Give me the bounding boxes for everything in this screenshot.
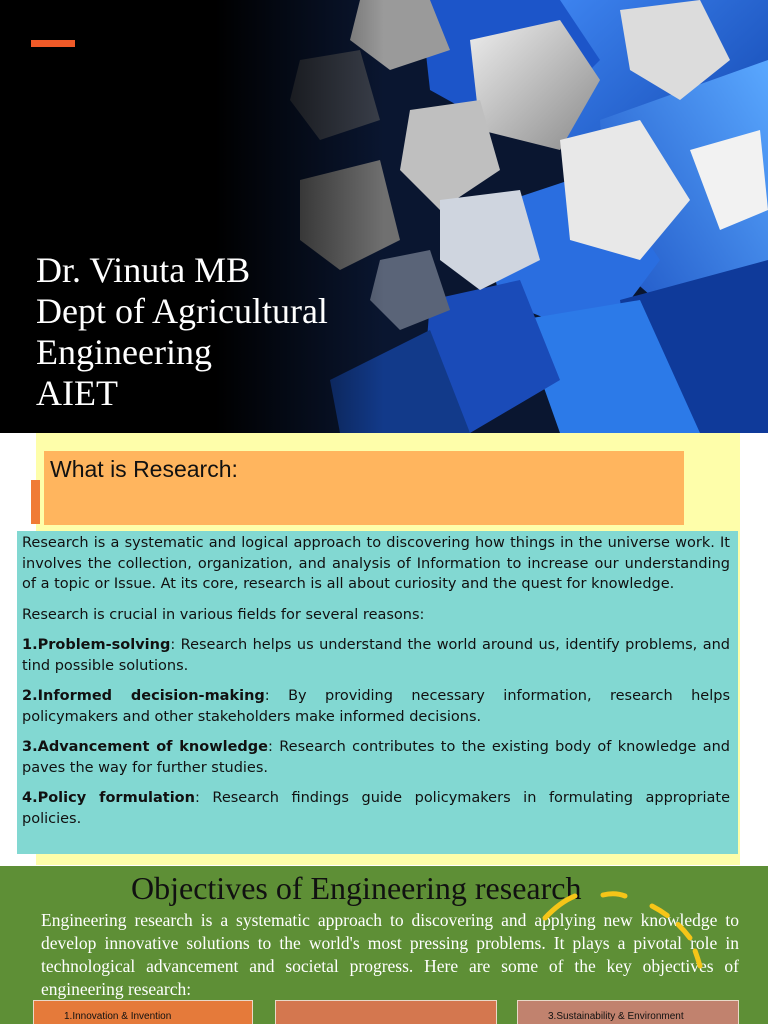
intro-paragraph: Research is a systematic and logical approach to discovering how things in the universe work. It involves the collection, organization, and analysis of Information to increase our understanding of a topic or Issue. At its core, research is all about curiosity and the quest for knowledge. (22, 535, 730, 592)
reason-text: : Research contributes to the existing body of knowledge and paves the way for further studies. (22, 739, 730, 776)
objectives-paragraph: Engineering research is a systematic approach to discovering and applying new knowledge to develop innovative solutions to the world's most pressing problems. It plays a pivotal role in technological advancement and societal progress. Here are some of the key objectives of engineering research: (41, 910, 739, 999)
title-slide (0, 0, 768, 433)
reason-term: 4.Policy formulation (22, 790, 195, 806)
author-name: Dr. Vinuta MB (36, 250, 251, 290)
objective-card (275, 1000, 497, 1024)
objective-card: 1.Innovation & Invention (33, 1000, 253, 1024)
reason-item (22, 737, 730, 778)
reason-term: 1.Problem-solving (22, 637, 171, 653)
research-text-box (17, 531, 738, 854)
department-line-2: Engineering (36, 332, 212, 372)
reason-text: : Research findings guide policymakers in formulating appropriate policies. (22, 790, 731, 827)
title-block (36, 250, 396, 414)
reason-term: 3.Advancement of knowledge (22, 739, 268, 755)
accent-tick (31, 480, 40, 524)
reason-term: 2.Informed decision-making (22, 688, 265, 704)
department-line-1: Dept of Agricultural (36, 291, 328, 331)
objectives-slide (0, 866, 768, 1024)
slide-heading: What is Research: (50, 456, 238, 482)
reason-text: : By providing necessary information, research helps policymakers and other stakeholders make informed decisions. (22, 688, 730, 725)
reason-item (22, 635, 730, 676)
institution: AIET (36, 373, 118, 413)
reasons-intro: Research is crucial in various fields for several reasons: (22, 606, 425, 623)
accent-bar (31, 40, 75, 47)
reason-item (22, 788, 730, 829)
slide-title: Objectives of Engineering research (131, 870, 582, 906)
reason-text: : Research helps us understand the world around us, identify problems, and tind possible solutions. (22, 637, 730, 674)
objective-card: 3.Sustainability & Environment (517, 1000, 739, 1024)
research-slide (0, 433, 768, 865)
reason-item (22, 686, 730, 727)
